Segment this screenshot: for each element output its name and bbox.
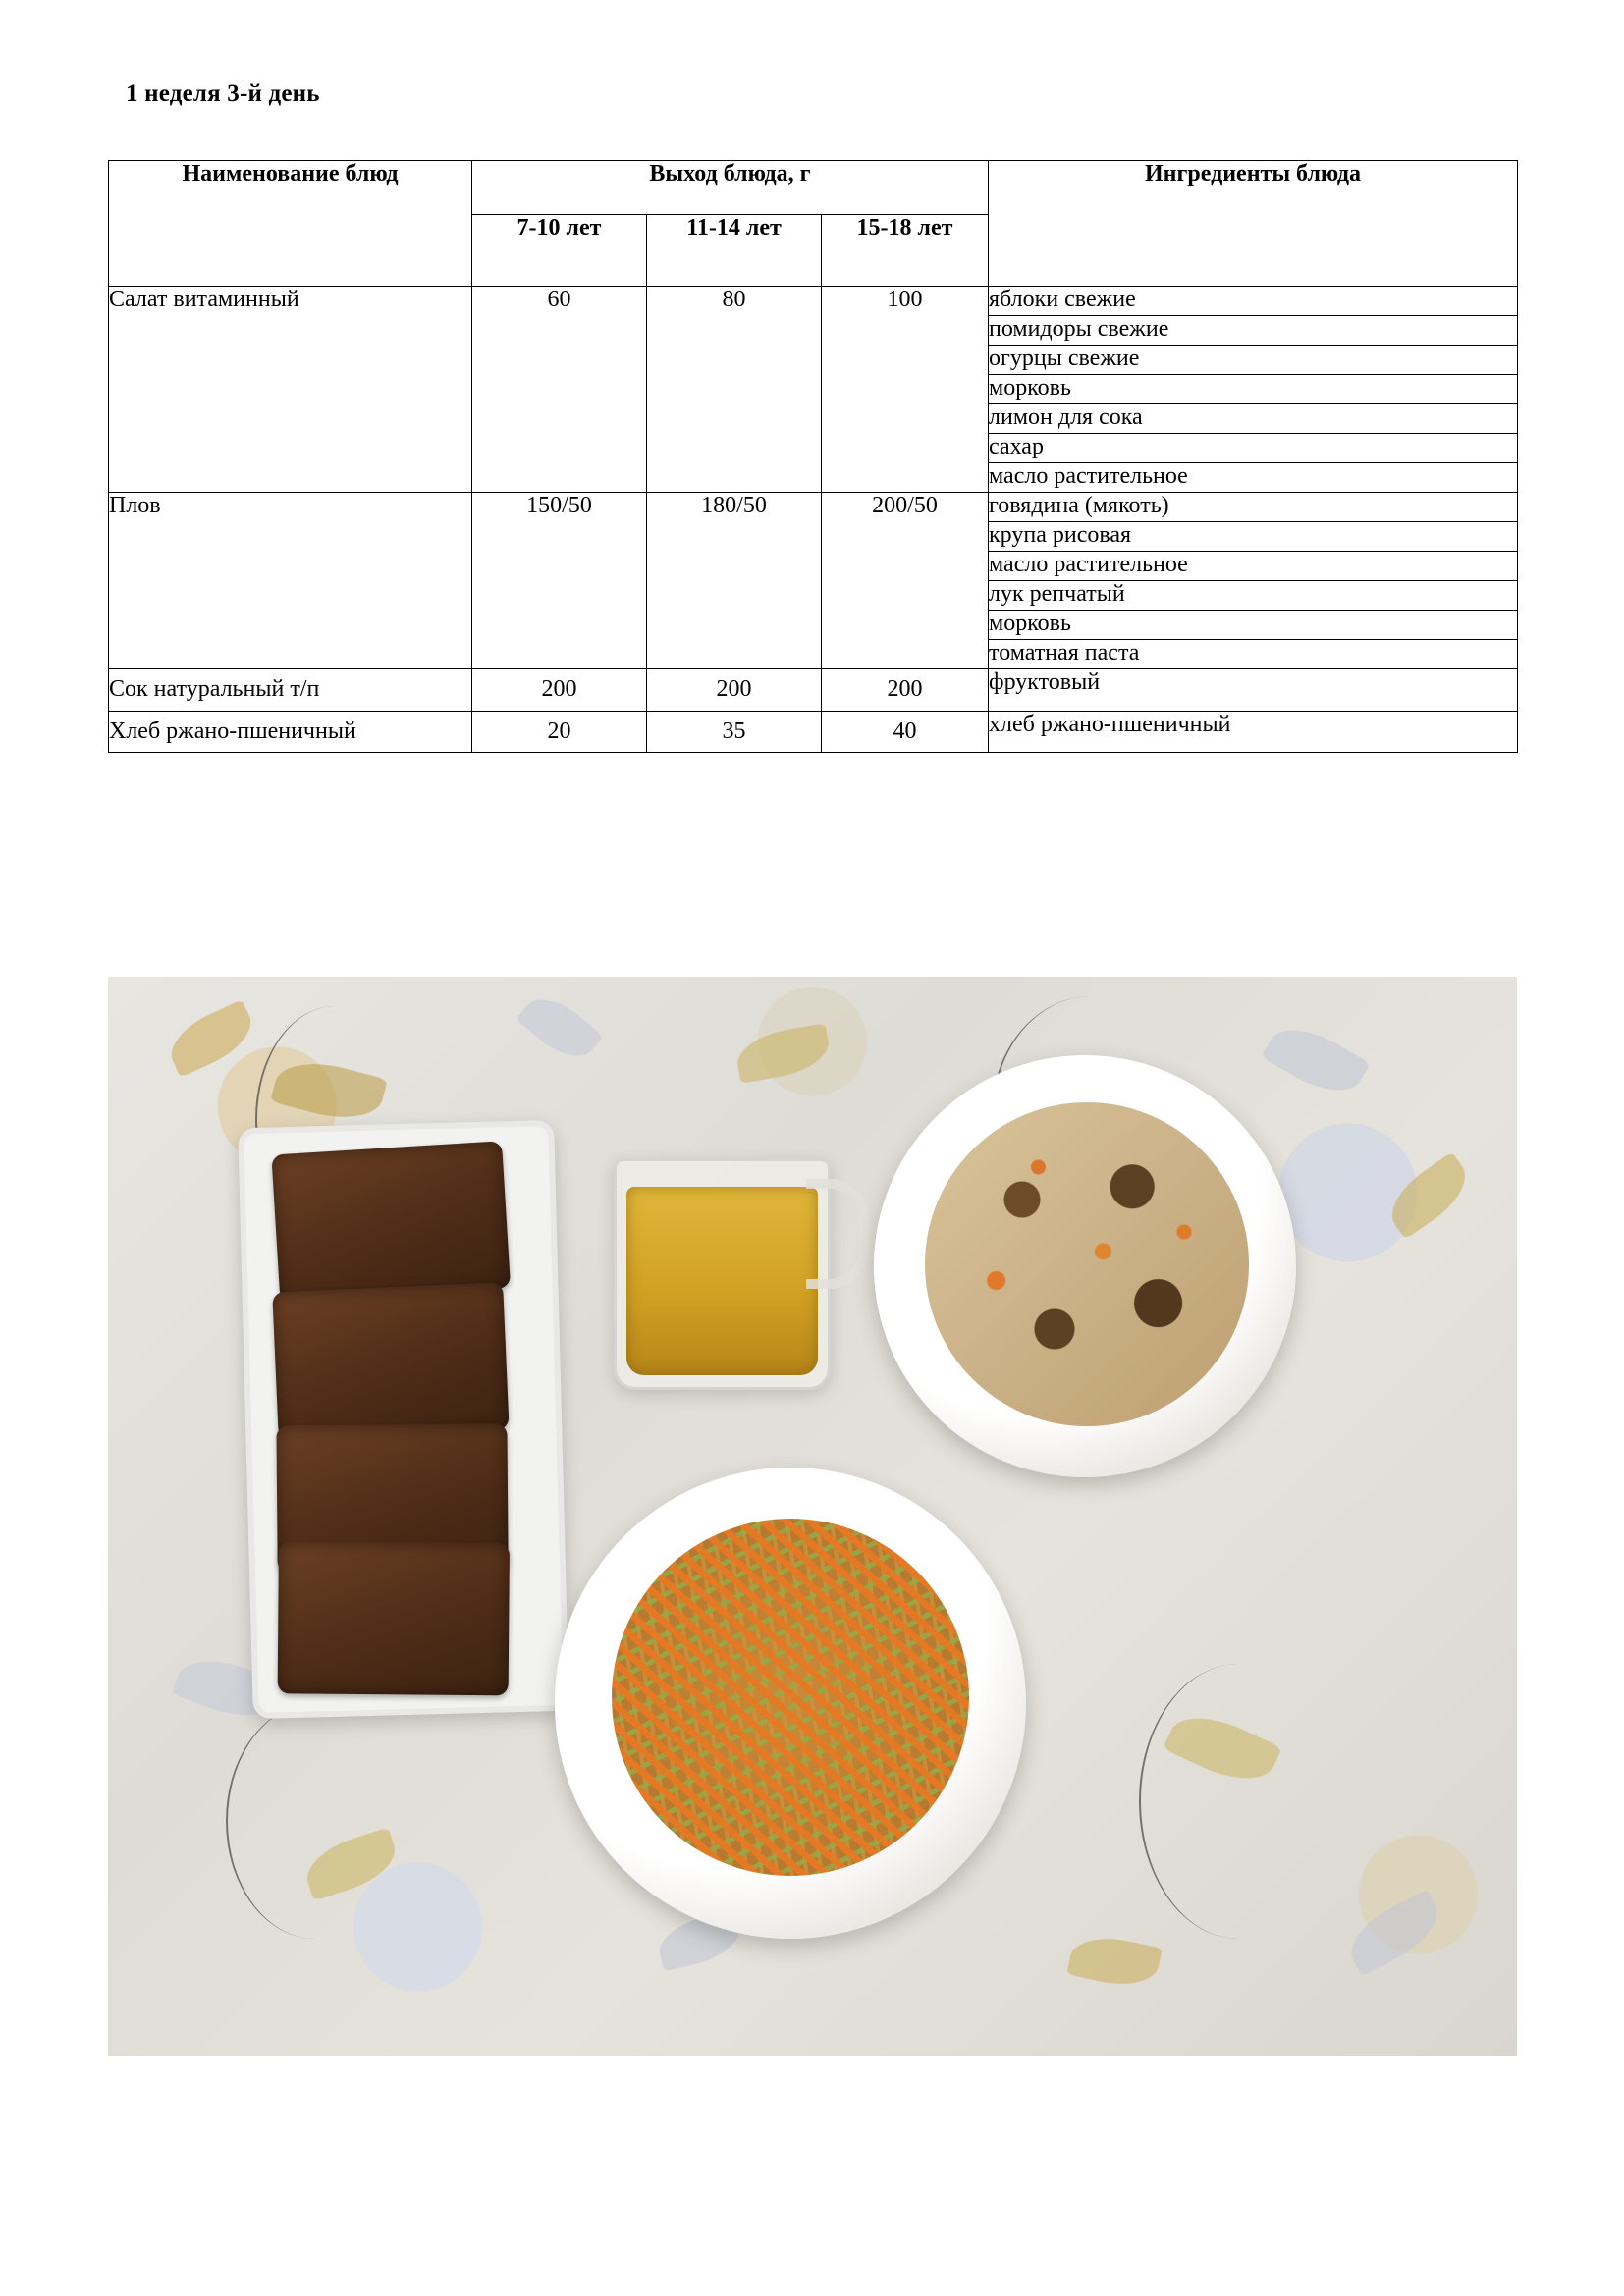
cell-qty-11-14: 80 <box>647 287 822 493</box>
cell-ingredient: масло растительное <box>989 552 1518 581</box>
leaf-icon <box>1066 1930 1163 1993</box>
cell-dish-name: Хлеб ржано-пшеничный <box>109 711 472 753</box>
cell-ingredient: лимон для сока <box>989 404 1518 434</box>
juice-cup <box>614 1158 831 1390</box>
cell-qty-15-18: 100 <box>822 287 989 493</box>
plov-bowl <box>874 1055 1296 1477</box>
stem-decor <box>226 1703 405 1939</box>
juice-liquid <box>626 1187 818 1375</box>
cell-ingredient: морковь <box>989 375 1518 404</box>
cell-ingredient: яблоки свежие <box>989 287 1518 316</box>
cell-qty-15-18: 200/50 <box>822 493 989 669</box>
bread-slice <box>271 1141 511 1302</box>
header-age-15-18: 15-18 лет <box>822 215 989 287</box>
cell-qty-15-18: 200 <box>822 669 989 712</box>
table-row <box>109 669 1518 712</box>
cell-ingredient: хлеб ржано-пшеничный <box>989 711 1518 753</box>
cell-qty-11-14: 35 <box>647 711 822 753</box>
cell-dish-name: Сок натуральный т/п <box>109 669 472 712</box>
cell-qty-11-14: 180/50 <box>647 493 822 669</box>
cell-dish-name: Салат витаминный <box>109 287 472 493</box>
bread-slice <box>272 1282 509 1439</box>
cell-qty-7-10: 150/50 <box>472 493 647 669</box>
cell-qty-15-18: 40 <box>822 711 989 753</box>
table-row <box>109 711 1518 753</box>
meal-photo-image <box>108 977 1517 2056</box>
cell-ingredient: огурцы свежие <box>989 346 1518 375</box>
plov-food <box>925 1102 1249 1426</box>
meal-photo <box>108 977 1517 2056</box>
cell-dish-name: Плов <box>109 493 472 669</box>
menu-table <box>108 160 1518 753</box>
header-age-7-10: 7-10 лет <box>472 215 647 287</box>
cell-ingredient: сахар <box>989 434 1518 463</box>
header-ingredients: Ингредиенты блюда <box>989 161 1518 287</box>
cell-ingredient: крупа рисовая <box>989 522 1518 552</box>
leaf-icon <box>733 1023 834 1084</box>
header-dish-name: Наименование блюд <box>109 161 472 287</box>
table-header-row-1 <box>109 161 1518 215</box>
leaf-icon <box>1261 1014 1371 1105</box>
cell-ingredient: говядина (мякоть) <box>989 493 1518 522</box>
bread-slice <box>278 1541 510 1695</box>
header-output-group: Выход блюда, г <box>472 161 989 215</box>
cell-ingredient: морковь <box>989 611 1518 640</box>
cell-ingredient: томатная паста <box>989 640 1518 669</box>
cell-qty-7-10: 200 <box>472 669 647 712</box>
cell-qty-7-10: 60 <box>472 287 647 493</box>
leaf-icon <box>515 986 604 1069</box>
leaf-icon <box>1380 1151 1478 1239</box>
stem-decor <box>1139 1664 1337 1939</box>
cell-qty-11-14: 200 <box>647 669 822 712</box>
leaf-icon <box>1340 1889 1449 1976</box>
leaf-icon <box>161 999 260 1078</box>
salad-bowl <box>555 1468 1026 1939</box>
page-title: 1 неделя 3-й день <box>126 80 320 107</box>
cell-ingredient: помидоры свежие <box>989 316 1518 346</box>
cell-ingredient: лук репчатый <box>989 581 1518 611</box>
cell-qty-7-10: 20 <box>472 711 647 753</box>
salad-food <box>612 1519 969 1876</box>
cell-ingredient: фруктовый <box>989 669 1518 712</box>
table-row <box>109 493 1518 522</box>
bread-tray <box>238 1120 569 1719</box>
table-row <box>109 287 1518 316</box>
cell-ingredient: масло растительное <box>989 463 1518 493</box>
cup-handle <box>806 1179 869 1289</box>
header-age-11-14: 11-14 лет <box>647 215 822 287</box>
